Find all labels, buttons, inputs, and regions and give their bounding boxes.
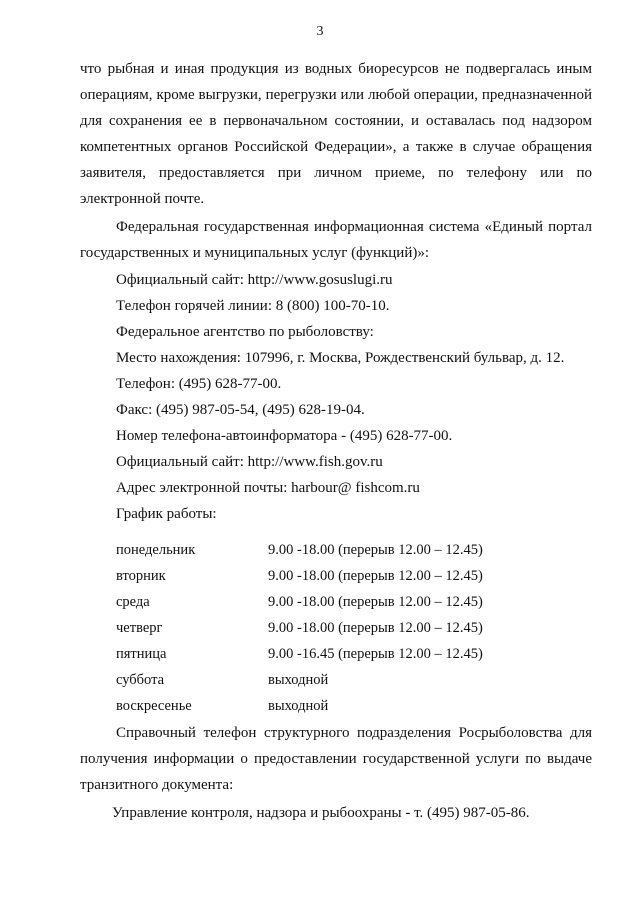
schedule-day: воскресенье (116, 698, 192, 714)
page-number: 3 (316, 24, 324, 39)
schedule-day: вторник (116, 568, 166, 584)
autoinformer-phone: Номер телефона-автоинформатора - (495) 628-77-00. (116, 428, 453, 444)
para1-line-2: операциям, кроме выгрузки, перегрузки или любой операции, предназначенной (80, 87, 592, 103)
schedule-day: суббота (116, 672, 165, 688)
schedule-hours: 9.00 -18.00 (перерыв 12.00 – 12.45) (268, 594, 483, 610)
para1-line-4: компетентных органов Российской Федерации», а также в случае обращения (80, 139, 592, 155)
para1-line-5: заявителя, предоставляется при личном приеме, по телефону или по (80, 165, 592, 181)
para2-line-1: Федеральная государственная информационная система «Единый портал (116, 219, 592, 235)
para3-line-1: Справочный телефон структурного подразделения Росрыболовства для (116, 725, 592, 741)
agency-address: Место нахождения: 107996, г. Москва, Рождественский бульвар, д. 12. (116, 350, 565, 366)
schedule-hours: 9.00 -16.45 (перерыв 12.00 – 12.45) (268, 646, 483, 662)
para2-line-2: государственных и муниципальных услуг (функций)»: (80, 245, 430, 261)
schedule-hours: 9.00 -18.00 (перерыв 12.00 – 12.45) (268, 542, 483, 558)
schedule-day: понедельник (116, 542, 196, 558)
agency-phone: Телефон: (495) 628-77-00. (116, 376, 282, 392)
agency-fax: Факс: (495) 987-05-54, (495) 628-19-04. (116, 402, 365, 418)
schedule-hours: 9.00 -18.00 (перерыв 12.00 – 12.45) (268, 568, 483, 584)
schedule-day: четверг (116, 620, 163, 636)
para3-line-2: получения информации о предоставлении государственной услуги по выдаче (80, 751, 592, 767)
para3-line-3: транзитного документа: (80, 777, 234, 793)
schedule-day: пятница (116, 646, 167, 662)
schedule-hours: выходной (268, 698, 329, 714)
schedule-heading: График работы: (116, 506, 217, 522)
agency-site: Официальный сайт: http://www.fish.gov.ru (116, 454, 383, 470)
agency-email: Адрес электронной почты: harbour@ fishcom.ru (116, 480, 420, 496)
agency-name: Федеральное агентство по рыболовству: (116, 324, 374, 340)
hotline-phone: Телефон горячей линии: 8 (800) 100-70-10. (116, 298, 390, 314)
schedule-day: среда (116, 594, 150, 610)
schedule-hours: выходной (268, 672, 329, 688)
control-department-phone: Управление контроля, надзора и рыбоохраны - т. (495) 987-05-86. (112, 805, 530, 821)
gosuslugi-site: Официальный сайт: http://www.gosuslugi.ru (116, 272, 393, 288)
para1-line-1: что рыбная и иная продукция из водных биоресурсов не подвергалась иным (80, 61, 592, 77)
schedule-hours: 9.00 -18.00 (перерыв 12.00 – 12.45) (268, 620, 483, 636)
para1-line-6: электронной почте. (80, 191, 205, 207)
para1-line-3: для сохранения ее в первоначальном состоянии, и оставалась под надзором (80, 113, 592, 129)
